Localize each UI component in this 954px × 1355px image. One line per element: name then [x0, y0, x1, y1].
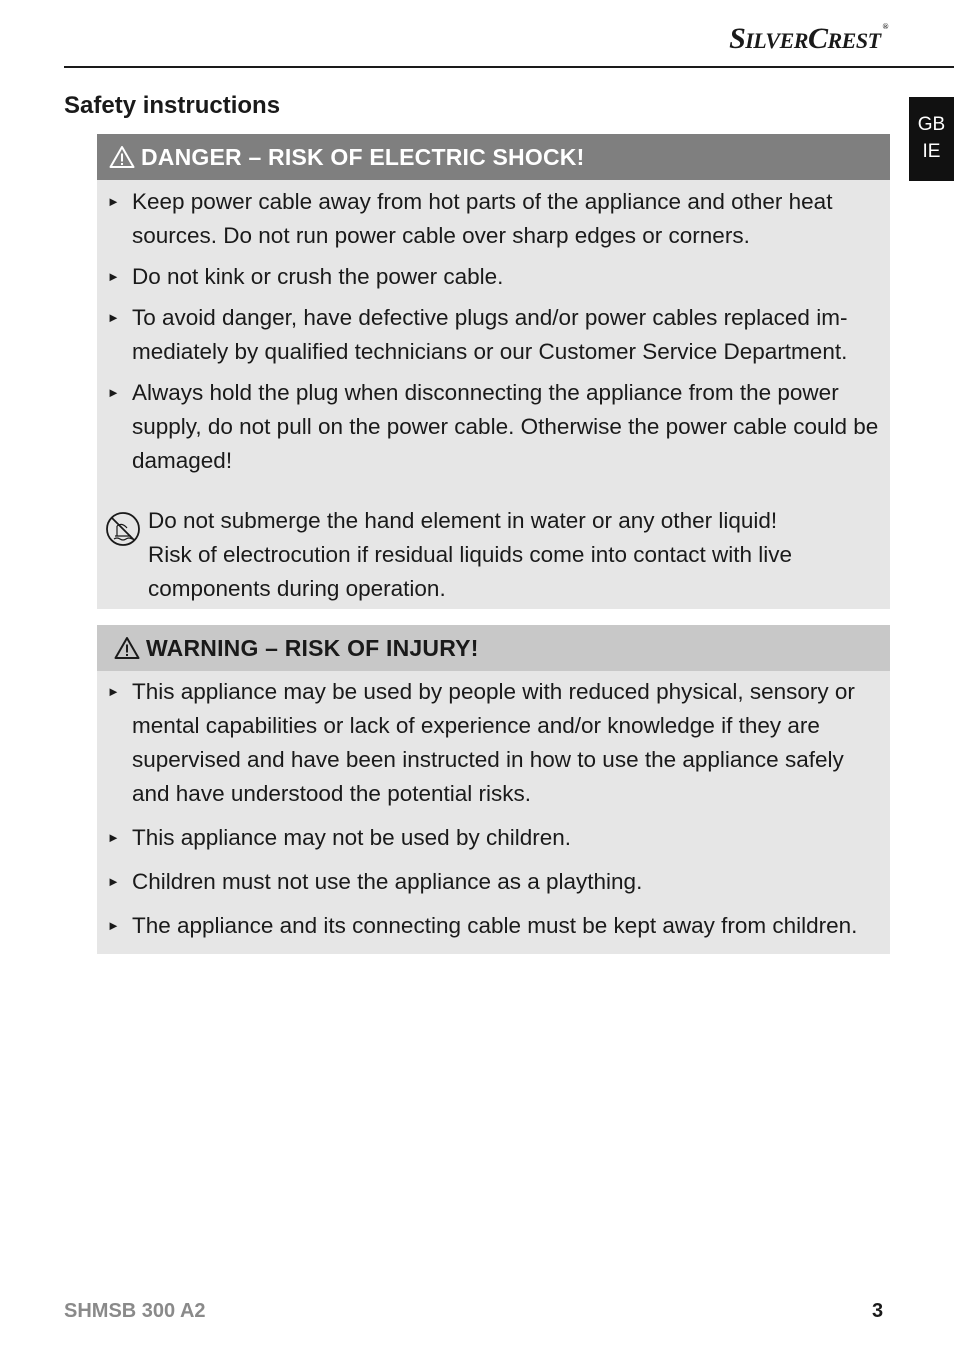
list-item-text: Keep power cable away from hot parts of the appliance and other heat sources. Do not run power cable over sharp edges or corners.: [132, 189, 833, 248]
header-rule: [64, 66, 954, 68]
list-item: [97, 185, 890, 253]
section-title: Safety instructions: [64, 92, 281, 119]
warning-box: [97, 625, 890, 954]
warning-heading-text: WARNING – RISK OF INJURY!: [146, 634, 479, 661]
arrow-bullet-icon: ►: [107, 385, 120, 400]
arrow-bullet-icon: ►: [107, 194, 120, 209]
list-item: [97, 821, 890, 855]
warning-triangle-icon: [114, 636, 140, 660]
arrow-bullet-icon: ►: [107, 310, 120, 325]
brand-letters: ILVER: [745, 28, 808, 53]
brand-letter: S: [729, 22, 746, 55]
brand-letters: REST: [827, 28, 881, 53]
list-item-text: This appliance may be used by people with reduced physical, sensory or mental capabilities or lack of experience and/or knowledge if they are supervised and have been instructed in how to use the appliance safely and have understood the potential risks.: [132, 679, 855, 806]
list-item-text: This appliance may not be used by children.: [132, 825, 572, 850]
list-item-text: Always hold the plug when disconnecting the appliance from the power supply, do not pull on the power cable. Otherwise the power cable could be damaged!: [132, 380, 879, 473]
list-item: [97, 376, 890, 478]
list-item: [97, 865, 890, 899]
arrow-bullet-icon: ►: [107, 918, 120, 933]
arrow-bullet-icon: ►: [107, 874, 120, 889]
warning-heading: [97, 625, 890, 671]
danger-list: [97, 185, 890, 478]
footer-model: SHMSB 300 A2: [64, 1300, 206, 1322]
danger-heading: [97, 134, 890, 180]
danger-heading-text: DANGER – RISK OF ELECTRIC SHOCK!: [141, 143, 585, 170]
list-item: [97, 675, 890, 811]
submerge-notice: [97, 504, 890, 606]
list-item-text: The appliance and its connecting cable must be kept away from children.: [132, 913, 858, 938]
list-item: [97, 301, 890, 369]
list-item: [97, 909, 890, 943]
notice-line: Do not submerge the hand element in water or any other liquid!: [148, 508, 778, 533]
danger-box: [97, 134, 890, 609]
list-item-text: To avoid danger, have defective plugs and/or power cables replaced immediately by qualified technicians or our Customer Service Department.: [132, 305, 848, 364]
no-submerge-icon: [105, 511, 141, 547]
arrow-bullet-icon: ►: [107, 684, 120, 699]
brand-logo: [729, 22, 888, 56]
arrow-bullet-icon: ►: [107, 830, 120, 845]
language-tab: [909, 97, 954, 181]
arrow-bullet-icon: ►: [107, 269, 120, 284]
brand-letter: C: [807, 22, 828, 55]
warning-triangle-icon: [109, 145, 135, 169]
warning-list: [97, 675, 890, 943]
registered-mark: ®: [882, 22, 888, 31]
language-code: GB: [917, 114, 946, 135]
notice-line: Risk of electrocution if residual liquids come into contact with live components during operation.: [148, 542, 793, 601]
language-code: IE: [922, 141, 941, 162]
list-item-text: Do not kink or crush the power cable.: [132, 264, 504, 289]
list-item: [97, 260, 890, 294]
list-item-text: Children must not use the appliance as a plaything.: [132, 869, 643, 894]
page-number: 3: [872, 1300, 884, 1322]
